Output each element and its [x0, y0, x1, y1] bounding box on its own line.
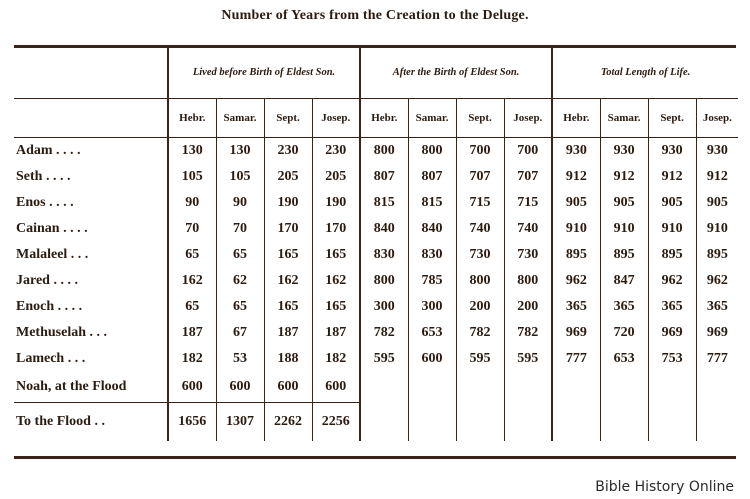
table-cell: 895 [600, 242, 648, 268]
table-cell: 730 [456, 242, 504, 268]
subheader-josep: Josep. [696, 99, 738, 138]
subheader-hebr: Hebr. [360, 99, 408, 138]
table-cell: 190 [264, 190, 312, 216]
table-cell: 162 [312, 268, 360, 294]
table-cell: 595 [360, 346, 408, 372]
table-cell: 930 [696, 138, 738, 165]
table-cell: 162 [168, 268, 216, 294]
empty-cell [408, 372, 456, 403]
table-cell: 782 [504, 320, 552, 346]
table-cell: 969 [696, 320, 738, 346]
table-cell: 962 [648, 268, 696, 294]
table-cell: 165 [312, 242, 360, 268]
table-cell: 847 [600, 268, 648, 294]
table-cell: 62 [216, 268, 264, 294]
table-row [14, 164, 738, 190]
table-cell: 600 [312, 372, 360, 403]
subheader-josep: Josep. [504, 99, 552, 138]
table-cell: 800 [360, 138, 408, 165]
table-cell: 969 [552, 320, 600, 346]
table-cell: 830 [360, 242, 408, 268]
flood-row [14, 403, 738, 442]
page-title: Number of Years from the Creation to the Deluge. [221, 8, 529, 23]
table-cell: 165 [312, 294, 360, 320]
table-cell: 910 [600, 216, 648, 242]
table-row [14, 346, 738, 372]
table-cell: 815 [360, 190, 408, 216]
table-cell: 230 [312, 138, 360, 165]
table-cell: 715 [456, 190, 504, 216]
subheader-sept: Sept. [648, 99, 696, 138]
table-cell: 777 [552, 346, 600, 372]
table-cell: 840 [360, 216, 408, 242]
table-cell: 800 [504, 268, 552, 294]
empty-cell [360, 403, 408, 442]
table-cell: 365 [600, 294, 648, 320]
table-cell: 840 [408, 216, 456, 242]
table-cell: 830 [408, 242, 456, 268]
table-cell: 230 [264, 138, 312, 165]
group-header-before-birth: Lived before Birth of Eldest Son. [168, 48, 360, 99]
empty-cell [648, 403, 696, 442]
table-cell: 730 [504, 242, 552, 268]
table-cell: 930 [552, 138, 600, 165]
table-cell: 205 [312, 164, 360, 190]
years-table [14, 48, 738, 441]
row-name: To the Flood . . [14, 403, 168, 442]
noah-row [14, 372, 738, 403]
empty-cell [648, 372, 696, 403]
table-cell: 600 [216, 372, 264, 403]
table-cell: 130 [216, 138, 264, 165]
table-cell: 895 [696, 242, 738, 268]
table-cell: 800 [360, 268, 408, 294]
table-cell: 65 [168, 294, 216, 320]
subheader-sept: Sept. [264, 99, 312, 138]
row-name: Cainan . . . . [16, 221, 88, 236]
table-cell: 365 [696, 294, 738, 320]
table-cell: 740 [504, 216, 552, 242]
table-cell: 595 [504, 346, 552, 372]
corner-cell [14, 48, 168, 99]
table-row [14, 216, 738, 242]
table-cell: 105 [216, 164, 264, 190]
table-cell: 187 [312, 320, 360, 346]
table-cell: 600 [168, 372, 216, 403]
row-name: Noah, at the Flood [16, 379, 127, 394]
table-cell: 912 [648, 164, 696, 190]
table-cell: 65 [216, 242, 264, 268]
table-cell: 720 [600, 320, 648, 346]
table-cell: 600 [264, 372, 312, 403]
table-cell: 807 [408, 164, 456, 190]
table-row [14, 242, 738, 268]
subheader-hebr: Hebr. [168, 99, 216, 138]
table-cell: 200 [456, 294, 504, 320]
table-cell: 1656 [168, 403, 216, 442]
table-row [14, 268, 738, 294]
table-cell: 912 [600, 164, 648, 190]
table-cell: 300 [408, 294, 456, 320]
table-cell: 2256 [312, 403, 360, 442]
table-cell: 170 [264, 216, 312, 242]
table-cell: 165 [264, 294, 312, 320]
empty-cell [360, 372, 408, 403]
subheader-samar: Samar. [408, 99, 456, 138]
table-cell: 2262 [264, 403, 312, 442]
table-cell: 700 [504, 138, 552, 165]
table-cell: 70 [216, 216, 264, 242]
empty-cell [552, 372, 600, 403]
row-name: Seth . . . . [16, 169, 71, 184]
table-cell: 905 [696, 190, 738, 216]
table-cell: 90 [168, 190, 216, 216]
empty-cell [696, 403, 738, 442]
table-cell: 753 [648, 346, 696, 372]
table-cell: 782 [456, 320, 504, 346]
table-cell: 969 [648, 320, 696, 346]
empty-cell [552, 403, 600, 442]
table-cell: 365 [648, 294, 696, 320]
table-cell: 65 [216, 294, 264, 320]
empty-cell [504, 372, 552, 403]
table-cell: 187 [264, 320, 312, 346]
group-header-total-life: Total Length of Life. [552, 48, 738, 99]
group-header-after-birth: After the Birth of Eldest Son. [360, 48, 552, 99]
table-cell: 187 [168, 320, 216, 346]
table-cell: 895 [552, 242, 600, 268]
table-cell: 67 [216, 320, 264, 346]
table-cell: 815 [408, 190, 456, 216]
table-row [14, 138, 738, 165]
table-cell: 910 [552, 216, 600, 242]
table-cell: 205 [264, 164, 312, 190]
table-cell: 962 [552, 268, 600, 294]
table-cell: 707 [456, 164, 504, 190]
table-cell: 905 [600, 190, 648, 216]
table-cell: 90 [216, 190, 264, 216]
table-cell: 700 [456, 138, 504, 165]
table-cell: 200 [504, 294, 552, 320]
empty-cell [456, 403, 504, 442]
table-cell: 53 [216, 346, 264, 372]
bottom-rule [14, 456, 736, 459]
table-row [14, 190, 738, 216]
row-name: Enos . . . . [16, 195, 74, 210]
table-cell: 300 [360, 294, 408, 320]
row-name: Methuselah . . . [16, 325, 107, 340]
table-row [14, 294, 738, 320]
watermark: Bible History Online [595, 479, 734, 495]
table-cell: 930 [648, 138, 696, 165]
table-cell: 740 [456, 216, 504, 242]
table-cell: 912 [552, 164, 600, 190]
table-cell: 600 [408, 346, 456, 372]
table-cell: 165 [264, 242, 312, 268]
table-cell: 162 [264, 268, 312, 294]
table-cell: 807 [360, 164, 408, 190]
table-cell: 595 [456, 346, 504, 372]
table-cell: 930 [600, 138, 648, 165]
table-cell: 962 [696, 268, 738, 294]
table-cell: 715 [504, 190, 552, 216]
row-name: Lamech . . . [16, 351, 86, 366]
table-cell: 653 [600, 346, 648, 372]
subheader-samar: Samar. [600, 99, 648, 138]
subheader-samar: Samar. [216, 99, 264, 138]
subheader-hebr: Hebr. [552, 99, 600, 138]
table-cell: 105 [168, 164, 216, 190]
table-cell: 365 [552, 294, 600, 320]
subheader-josep: Josep. [312, 99, 360, 138]
table-cell: 800 [456, 268, 504, 294]
corner-cell-sub [14, 99, 168, 138]
table-cell: 190 [312, 190, 360, 216]
subheader-sept: Sept. [456, 99, 504, 138]
table-cell: 653 [408, 320, 456, 346]
table-cell: 65 [168, 242, 216, 268]
table-cell: 130 [168, 138, 216, 165]
table-cell: 1307 [216, 403, 264, 442]
table-cell: 785 [408, 268, 456, 294]
table-cell: 895 [648, 242, 696, 268]
table-cell: 905 [552, 190, 600, 216]
table-cell: 188 [264, 346, 312, 372]
empty-cell [600, 372, 648, 403]
table-cell: 707 [504, 164, 552, 190]
empty-cell [456, 372, 504, 403]
table-cell: 912 [696, 164, 738, 190]
empty-cell [504, 403, 552, 442]
table-cell: 182 [168, 346, 216, 372]
table-cell: 782 [360, 320, 408, 346]
empty-cell [408, 403, 456, 442]
table-cell: 182 [312, 346, 360, 372]
table-cell: 905 [648, 190, 696, 216]
row-name: Jared . . . . [16, 273, 78, 288]
table-cell: 910 [696, 216, 738, 242]
empty-cell [600, 403, 648, 442]
row-name: Malaleel . . . [16, 247, 89, 262]
row-name: Adam . . . . [16, 143, 81, 158]
table-cell: 910 [648, 216, 696, 242]
table-row [14, 320, 738, 346]
row-name: Enoch . . . . [16, 299, 83, 314]
table-cell: 777 [696, 346, 738, 372]
empty-cell [696, 372, 738, 403]
table-cell: 170 [312, 216, 360, 242]
table-cell: 800 [408, 138, 456, 165]
table-cell: 70 [168, 216, 216, 242]
